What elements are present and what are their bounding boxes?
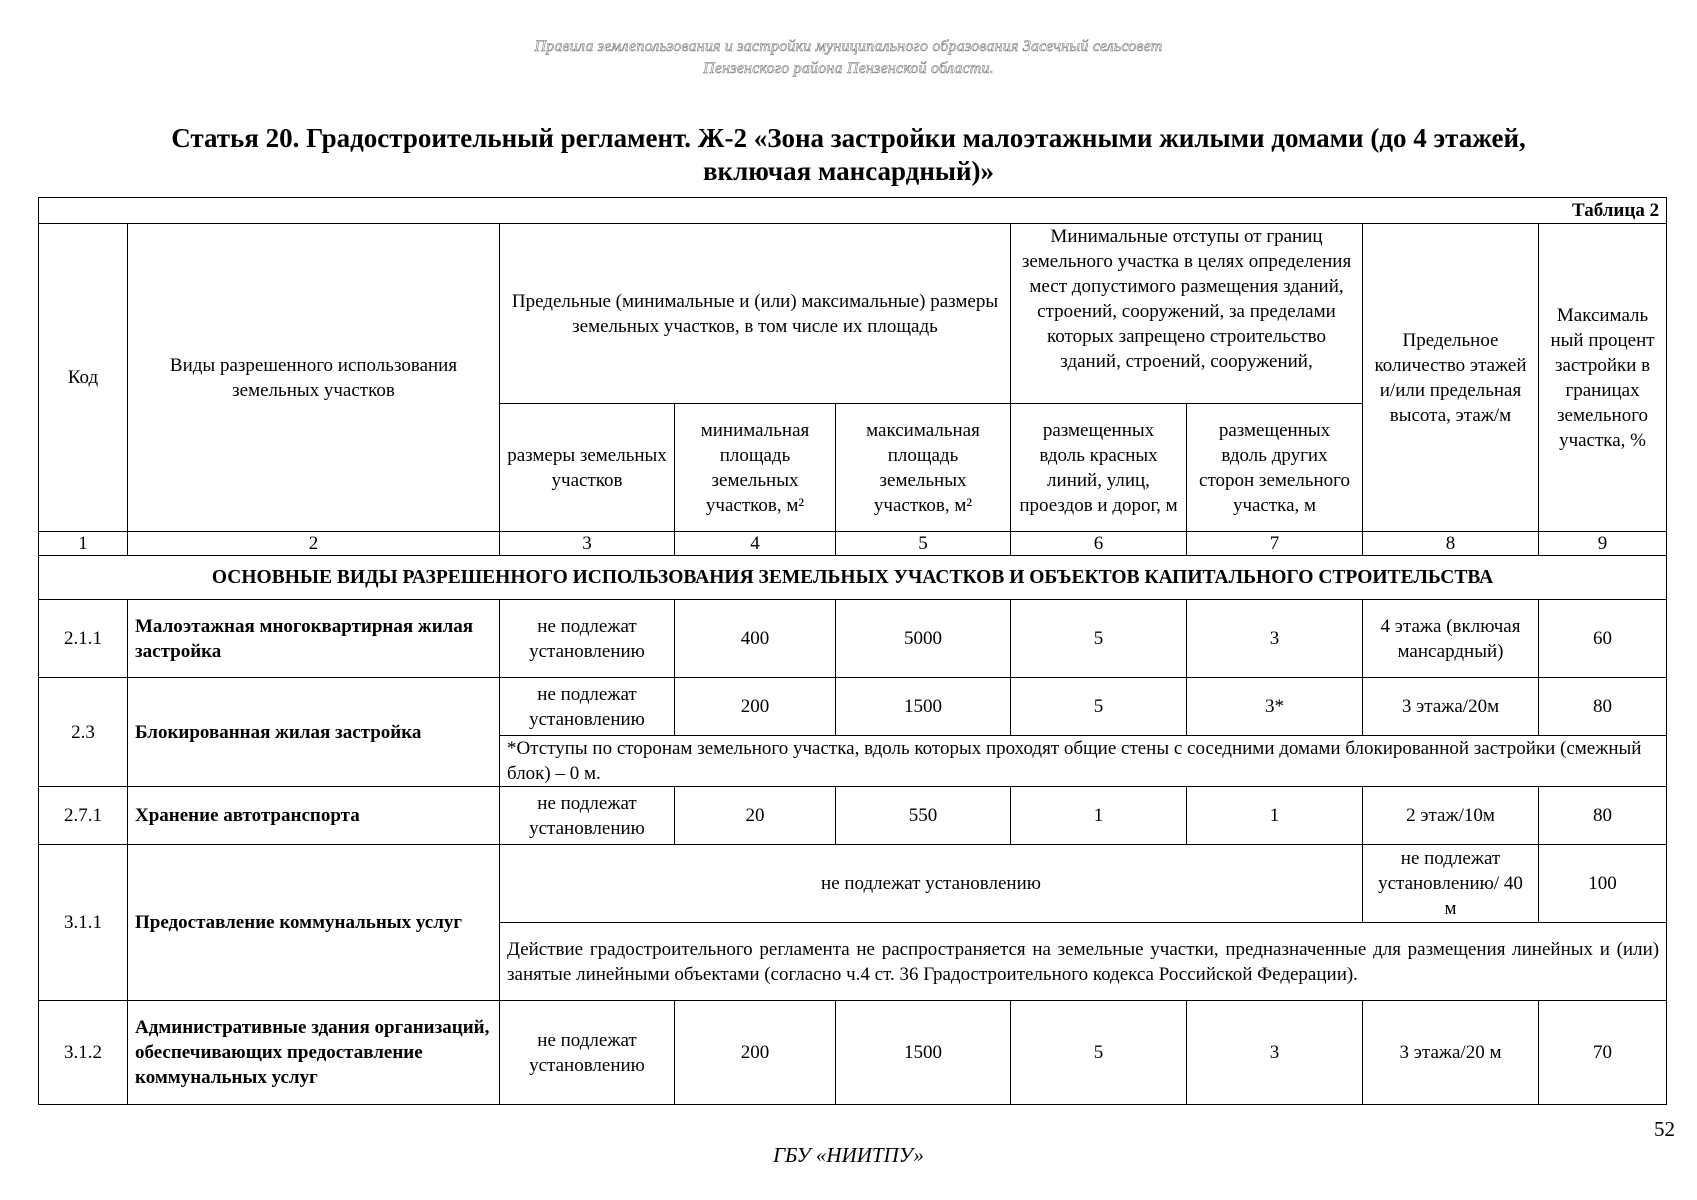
col-number: 5 bbox=[836, 532, 1011, 556]
row-use-name: Административные здания организаций, обеспечивающих предоставление коммунальных услуг bbox=[128, 1001, 500, 1105]
row-code: 2.7.1 bbox=[39, 787, 128, 845]
header-uses: Виды разрешенного использования земельных участков bbox=[128, 224, 500, 532]
row-max-area: 550 bbox=[836, 787, 1011, 845]
row-setback-other: 3* bbox=[1187, 678, 1363, 736]
header-sub-red-lines: размещенных вдоль красных линий, улиц, проездов и дорог, м bbox=[1011, 404, 1187, 532]
row-use-name: Блокированная жилая застройка bbox=[128, 678, 500, 787]
table-row bbox=[39, 600, 1667, 678]
row-note: *Отступы по сторонам земельного участка, вдоль которых проходят общие стены с соседними домами блокированной застройки (смежный блок) – 0 м. bbox=[500, 736, 1667, 787]
row-setback-red: 5 bbox=[1011, 600, 1187, 678]
col-number: 3 bbox=[500, 532, 675, 556]
col-number: 4 bbox=[675, 532, 836, 556]
article-title-line2: включая мансардный)» bbox=[702, 156, 995, 186]
row-sizes: не подлежат установлению bbox=[500, 787, 675, 845]
row-floors: 4 этажа (включая мансардный) bbox=[1363, 600, 1539, 678]
row-max-area: 5000 bbox=[836, 600, 1011, 678]
row-max-area: 1500 bbox=[836, 678, 1011, 736]
footer-organization: ГБУ «НИИТПУ» bbox=[773, 1143, 924, 1167]
col-number: 9 bbox=[1539, 532, 1667, 556]
row-min-area: 200 bbox=[675, 1001, 836, 1105]
row-coverage: 100 bbox=[1539, 845, 1667, 923]
header-sub-sizes: размеры земельных участков bbox=[500, 404, 675, 532]
row-use-name: Предоставление коммунальных услуг bbox=[128, 845, 500, 1001]
row-setback-red: 5 bbox=[1011, 1001, 1187, 1105]
row-setback-red: 1 bbox=[1011, 787, 1187, 845]
page-number: 52 bbox=[1654, 1117, 1675, 1141]
header-coverage: Максималь ный процент застройки в границах земельного участка, % bbox=[1539, 224, 1667, 532]
row-code: 2.3 bbox=[39, 678, 128, 787]
row-floors: 3 этажа/20 м bbox=[1363, 1001, 1539, 1105]
row-sizes: не подлежат установлению bbox=[500, 600, 675, 678]
row-min-area: 400 bbox=[675, 600, 836, 678]
row-coverage: 80 bbox=[1539, 787, 1667, 845]
row-floors: 2 этаж/10м bbox=[1363, 787, 1539, 845]
row-min-area: 20 bbox=[675, 787, 836, 845]
row-setback-other: 3 bbox=[1187, 1001, 1363, 1105]
col-number: 8 bbox=[1363, 532, 1539, 556]
table-row bbox=[39, 678, 1667, 736]
running-header-line1: Правила землепользования и застройки муниципального образования Засечный сельсовет bbox=[534, 38, 1163, 55]
row-coverage: 80 bbox=[1539, 678, 1667, 736]
row-sizes: не подлежат установлению bbox=[500, 678, 675, 736]
row-sizes: не подлежат установлению bbox=[500, 1001, 675, 1105]
row-use-name: Малоэтажная многоквартирная жилая застройка bbox=[128, 600, 500, 678]
header-floors: Предельное количество этажей и/или предельная высота, этаж/м bbox=[1363, 224, 1539, 532]
header-setbacks-group: Минимальные отступы от границ земельного участка в целях определения мест допустимого размещения зданий, строений, сооружений, за пределами которых запрещено строительство зданий, строений, сооружений, bbox=[1011, 224, 1363, 404]
column-numbers-row bbox=[39, 532, 1667, 556]
running-header-line2: Пензенского района Пензенской области. bbox=[703, 60, 994, 77]
col-number: 1 bbox=[39, 532, 128, 556]
row-code: 3.1.2 bbox=[39, 1001, 128, 1105]
row-setback-other: 3 bbox=[1187, 600, 1363, 678]
section-title: ОСНОВНЫЕ ВИДЫ РАЗРЕШЕННОГО ИСПОЛЬЗОВАНИЯ ЗЕМЕЛЬНЫХ УЧАСТКОВ И ОБЪЕКТОВ КАПИТАЛЬНОГО СТРОИТЕЛЬСТВА bbox=[39, 556, 1667, 600]
col-number: 2 bbox=[128, 532, 500, 556]
row-coverage: 60 bbox=[1539, 600, 1667, 678]
table-row bbox=[39, 845, 1667, 923]
table-row bbox=[39, 1001, 1667, 1105]
row-code: 2.1.1 bbox=[39, 600, 128, 678]
col-number: 7 bbox=[1187, 532, 1363, 556]
row-merged-value: не подлежат установлению bbox=[500, 845, 1363, 923]
row-note: Действие градостроительного регламента не распространяется на земельные участки, предназначенные для размещения линейных и (или) занятые линейными объектами (согласно ч.4 ст. 36 Градостроительного кодекса Российской Федерации). bbox=[500, 923, 1667, 1001]
col-number: 6 bbox=[1011, 532, 1187, 556]
row-floors: 3 этажа/20м bbox=[1363, 678, 1539, 736]
table-label: Таблица 2 bbox=[39, 198, 1667, 224]
header-sub-max-area: максимальная площадь земельных участков, м² bbox=[836, 404, 1011, 532]
row-coverage: 70 bbox=[1539, 1001, 1667, 1105]
row-max-area: 1500 bbox=[836, 1001, 1011, 1105]
header-sub-other-sides: размещенных вдоль других сторон земельного участка, м bbox=[1187, 404, 1363, 532]
table-row bbox=[39, 787, 1667, 845]
row-code: 3.1.1 bbox=[39, 845, 128, 1001]
regulation-table bbox=[38, 197, 1667, 1105]
header-sub-min-area: минимальная площадь земельных участков, м² bbox=[675, 404, 836, 532]
article-title-line1: Статья 20. Градостроительный регламент. Ж-2 «Зона застройки малоэтажными жилыми домами (до 4 этажей, bbox=[171, 123, 1526, 153]
row-setback-red: 5 bbox=[1011, 678, 1187, 736]
row-min-area: 200 bbox=[675, 678, 836, 736]
row-setback-other: 1 bbox=[1187, 787, 1363, 845]
header-sizes-group: Предельные (минимальные и (или) максимальные) размеры земельных участков, в том числе их площадь bbox=[500, 224, 1011, 404]
header-code: Код bbox=[39, 224, 128, 532]
article-title bbox=[60, 122, 1637, 188]
row-use-name: Хранение автотранспорта bbox=[128, 787, 500, 845]
row-floors: не подлежат установлению/ 40 м bbox=[1363, 845, 1539, 923]
